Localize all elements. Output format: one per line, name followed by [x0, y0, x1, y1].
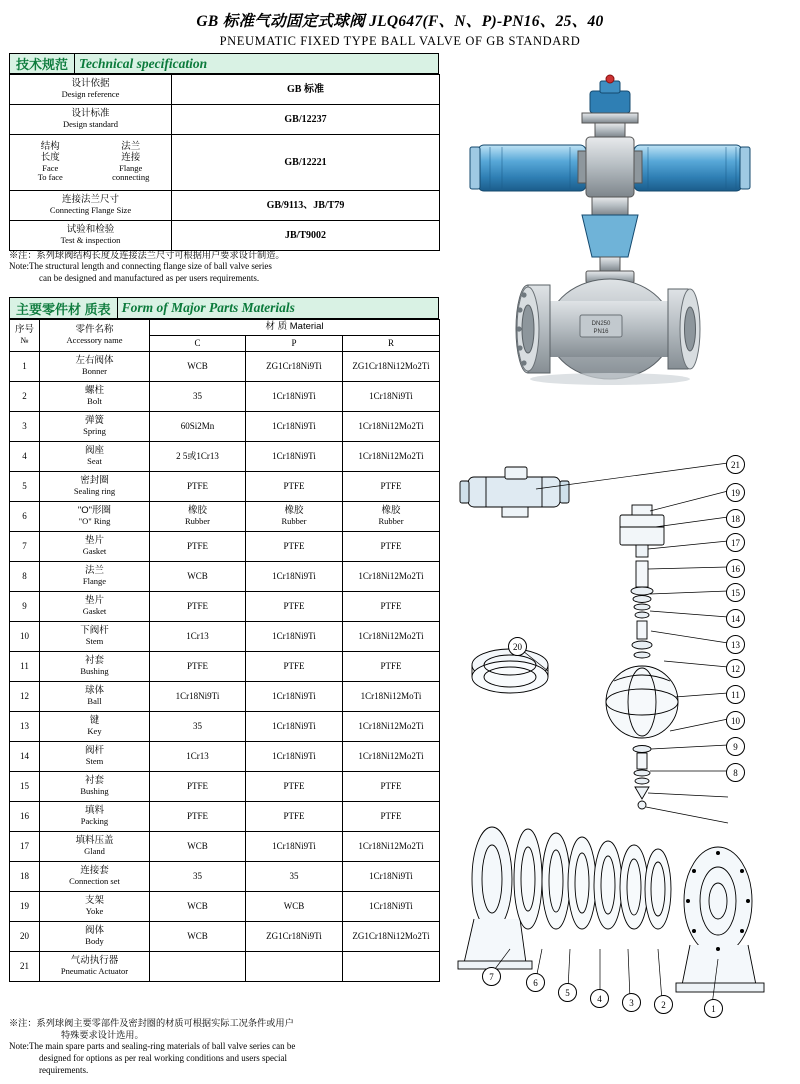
part-number-cell: 8 [10, 562, 40, 592]
spec-label-en: Test & inspection [60, 235, 121, 246]
col-header-material: 材 质 Material [150, 320, 440, 336]
callout-19: 19 [726, 483, 745, 502]
material-r-cell: 1Cr18Ni12Mo2Ti [343, 622, 440, 652]
callout-9: 9 [726, 737, 745, 756]
table-row [10, 622, 440, 652]
note-en-line2: can be designed and manufactured as per users requirements. [39, 273, 260, 284]
spec-value-cell: GB/12237 [172, 105, 440, 135]
material-p-cell: PTFE [246, 532, 343, 562]
table-row [10, 952, 440, 982]
part-name-en: Bushing [80, 786, 109, 797]
table-row [10, 742, 440, 772]
part-number-cell: 17 [10, 832, 40, 862]
table-row [10, 802, 440, 832]
callout-17: 17 [726, 533, 745, 552]
spec-value-cell: GB 标准 [172, 75, 440, 105]
part-name-cn: 衬套 [84, 655, 104, 667]
material-p-cell: 1Cr18Ni9Ti [246, 382, 343, 412]
material-r-cell: 1Cr18Ni9Ti [343, 892, 440, 922]
material-p-cell [246, 502, 343, 532]
callout-3: 3 [622, 993, 641, 1012]
part-name-cn: 密封圈 [80, 475, 109, 487]
tech-spec-title-en: Technical specification [79, 55, 208, 71]
tech-spec-title-cn: 技术规范 [16, 57, 69, 72]
table-header-row [10, 320, 440, 336]
material-c-cell: 60Si2Mn [150, 412, 246, 442]
part-name-en: Key [87, 726, 102, 737]
material-c-cell: PTFE [150, 772, 246, 802]
part-name-cell [40, 352, 150, 382]
spec-label-cell [10, 191, 172, 221]
part-name-cell [40, 592, 150, 622]
table-row [10, 502, 440, 532]
exploded-assembly-diagram [450, 449, 795, 1019]
part-name-cn: 支架 [84, 895, 104, 907]
material-r-cell: 1Cr18Ni12Mo2Ti [343, 412, 440, 442]
part-name-en: Bolt [87, 396, 102, 407]
note2-cn-line2: 特殊要求设计选用。 [61, 1030, 144, 1041]
part-number-cell: 4 [10, 442, 40, 472]
part-name-en: Pneumatic Actuator [60, 966, 129, 977]
material-r-cell: 1Cr18Ni9Ti [343, 862, 440, 892]
table-row [10, 105, 440, 135]
major-parts-materials-table [9, 319, 440, 982]
callout-20: 20 [508, 637, 527, 656]
page-title: GB 标准气动固定式球阀 JLQ647(F、N、P)-PN16、25、40 [196, 13, 604, 30]
spec-label-cn: 设计依据 [71, 78, 110, 90]
materials-title-cn: 主要零件材 质表 [16, 301, 111, 317]
valve-photo-svg [450, 67, 795, 387]
spec-label-en: Connecting Flange Size [49, 205, 132, 216]
part-number-cell: 14 [10, 742, 40, 772]
material-r-cell: PTFE [343, 802, 440, 832]
table-row [10, 862, 440, 892]
table-row [10, 412, 440, 442]
material-r-cell: PTFE [343, 472, 440, 502]
callout-6: 6 [526, 973, 545, 992]
material-p-cell: PTFE [246, 472, 343, 502]
part-name-en: Sealing ring [73, 486, 116, 497]
material-r-cell: PTFE [343, 592, 440, 622]
spec-label-cn-3: 法兰 [121, 141, 141, 153]
part-number-cell: 6 [10, 502, 40, 532]
part-name-cn: 阀座 [84, 445, 104, 457]
material-cn: 橡胶 [381, 505, 401, 517]
material-p-cell: 1Cr18Ni9Ti [246, 742, 343, 772]
part-name-cn: 左右阀体 [75, 355, 114, 367]
part-number-cell: 5 [10, 472, 40, 502]
part-name-cn: 键 [89, 715, 100, 727]
material-c-cell: 2 5或1Cr13 [150, 442, 246, 472]
spec-label-en-1: Face [42, 162, 59, 173]
note-en-line1: Note:The structural length and connecting flange size of ball valve series [9, 261, 272, 272]
part-name-cell [40, 922, 150, 952]
part-name-cn: 衬套 [84, 775, 104, 787]
part-number-cell: 10 [10, 622, 40, 652]
part-name-en: Stem [85, 636, 104, 647]
callout-7: 7 [482, 967, 501, 986]
part-name-cell [40, 502, 150, 532]
material-p-cell: 1Cr18Ni9Ti [246, 442, 343, 472]
col-header-name-en: Accessory name [66, 335, 123, 346]
spec-label-cell [10, 221, 172, 251]
material-r-cell: 1Cr18Ni9Ti [343, 382, 440, 412]
material-p-cell: ZG1Cr18Ni9Ti [246, 352, 343, 382]
part-name-en: Bonner [81, 366, 108, 377]
material-p-cell: 1Cr18Ni9Ti [246, 562, 343, 592]
material-r-cell [343, 952, 440, 982]
table-row [10, 382, 440, 412]
material-c-cell: WCB [150, 922, 246, 952]
part-number-cell: 13 [10, 712, 40, 742]
part-name-cn: 下阀杆 [80, 625, 109, 637]
part-name-cn: 法兰 [84, 565, 104, 577]
part-name-cn: 螺柱 [84, 385, 104, 397]
part-name-cell [40, 652, 150, 682]
table-row [10, 712, 440, 742]
callout-10: 10 [726, 711, 745, 730]
part-number-cell: 9 [10, 592, 40, 622]
material-c-cell: 1Cr13 [150, 622, 246, 652]
material-c-cell: WCB [150, 832, 246, 862]
callout-13: 13 [726, 635, 745, 654]
material-r-cell: 1Cr18Ni12Mo2Ti [343, 442, 440, 472]
part-name-cn: 填料压盖 [75, 835, 114, 847]
material-p-cell: WCB [246, 892, 343, 922]
part-name-cn: "O"形圈 [77, 505, 112, 517]
col-header-no [10, 320, 40, 352]
part-name-en: Yoke [85, 906, 104, 917]
table-row [10, 562, 440, 592]
material-en: Rubber [378, 516, 404, 527]
col-header-p: P [246, 336, 343, 352]
material-r-cell: 1Cr18Ni12Mo2Ti [343, 832, 440, 862]
material-en: Rubber [281, 516, 307, 527]
table-row [10, 592, 440, 622]
part-number-cell: 7 [10, 532, 40, 562]
material-p-cell: PTFE [246, 592, 343, 622]
spec-label-en: Design standard [62, 119, 118, 130]
technical-specification-table [9, 74, 440, 251]
valve-photo [450, 67, 795, 387]
part-name-cell [40, 442, 150, 472]
spec-value-cell: GB/12221 [172, 135, 440, 191]
part-name-en: Seat [87, 456, 102, 467]
material-r-cell: 1Cr18Ni12Mo2Ti [343, 562, 440, 592]
materials-section-header [9, 297, 439, 319]
exploded-assembly-svg [450, 449, 795, 1019]
part-name-cn: 填料 [84, 805, 104, 817]
part-number-cell: 2 [10, 382, 40, 412]
material-c-cell: PTFE [150, 592, 246, 622]
part-number-cell: 20 [10, 922, 40, 952]
spec-value-cell: JB/T9002 [172, 221, 440, 251]
spec-label-en: Design reference [61, 89, 120, 100]
part-name-en: Connection set [69, 876, 120, 887]
part-name-cn: 气动执行器 [70, 955, 119, 967]
table-row [10, 352, 440, 382]
material-r-cell: ZG1Cr18Ni12Mo2Ti [343, 922, 440, 952]
part-number-cell: 16 [10, 802, 40, 832]
table-row [10, 652, 440, 682]
material-p-cell: 35 [246, 862, 343, 892]
part-number-cell: 3 [10, 412, 40, 442]
part-name-cell [40, 472, 150, 502]
part-name-en: Spring [83, 426, 106, 437]
material-p-cell [246, 952, 343, 982]
spec-label-en-4: connecting [112, 172, 150, 183]
material-p-cell: PTFE [246, 772, 343, 802]
material-cn: 橡胶 [284, 505, 304, 517]
spec-label-en-2: To face [37, 172, 63, 183]
callout-1: 1 [704, 999, 723, 1018]
callout-11: 11 [726, 685, 745, 704]
material-c-cell: 35 [150, 382, 246, 412]
part-name-cn: 垫片 [84, 595, 104, 607]
table-row [10, 221, 440, 251]
material-p-cell: 1Cr18Ni9Ti [246, 412, 343, 442]
part-name-cell [40, 412, 150, 442]
part-name-cn: 垫片 [84, 535, 104, 547]
part-name-en: Ball [87, 696, 102, 707]
col-header-name [40, 320, 150, 352]
note-cn: ※注：系列球阀结构长度及连接法兰尺寸可根据用户要求设计制造。 [9, 250, 285, 260]
material-c-cell [150, 502, 246, 532]
table-row [10, 892, 440, 922]
material-p-cell: 1Cr18Ni9Ti [246, 712, 343, 742]
part-name-cn: 连接套 [80, 865, 109, 877]
table-row [10, 682, 440, 712]
part-name-en: Gland [84, 846, 105, 857]
col-header-c: C [150, 336, 246, 352]
part-name-en: Bushing [80, 666, 109, 677]
part-number-cell: 21 [10, 952, 40, 982]
part-name-en: Gasket [82, 546, 107, 557]
part-name-cell [40, 742, 150, 772]
material-c-cell: PTFE [150, 802, 246, 832]
part-name-cell [40, 862, 150, 892]
part-number-cell: 12 [10, 682, 40, 712]
material-r-cell [343, 502, 440, 532]
material-r-cell: ZG1Cr18Ni12Mo2Ti [343, 352, 440, 382]
table-row [10, 472, 440, 502]
table-row [10, 832, 440, 862]
part-name-cell [40, 382, 150, 412]
col-header-r: R [343, 336, 440, 352]
part-name-en: Flange [82, 576, 107, 587]
nameplate-text-1: DN250 [591, 321, 611, 327]
material-c-cell: PTFE [150, 532, 246, 562]
materials-note [9, 1017, 439, 1077]
part-name-cell [40, 832, 150, 862]
note2-en-line2: designed for options as per real working conditions and users special [39, 1053, 287, 1064]
spec-label-cell [10, 105, 172, 135]
material-c-cell: 35 [150, 712, 246, 742]
material-c-cell: WCB [150, 352, 246, 382]
part-name-en: Packing [80, 816, 109, 827]
spec-label-cn: 连接法兰尺寸 [61, 194, 119, 206]
material-p-cell: PTFE [246, 802, 343, 832]
spec-label-cn: 试验和检验 [66, 224, 115, 236]
callout-16: 16 [726, 559, 745, 578]
note2-en-line3: requirements. [39, 1065, 89, 1076]
note2-cn-line1: ※注：系列球阀主要零部件及密封圈的材质可根据实际工况条件或用户 [9, 1018, 294, 1028]
part-number-cell: 19 [10, 892, 40, 922]
material-c-cell: 1Cr13 [150, 742, 246, 772]
material-r-cell: PTFE [343, 772, 440, 802]
page-subtitle: PNEUMATIC FIXED TYPE BALL VALVE OF GB STANDARD [219, 34, 581, 48]
spec-label-cn: 设计标准 [71, 108, 110, 120]
part-name-cell [40, 802, 150, 832]
table-row [10, 772, 440, 802]
technical-specification-note [9, 249, 439, 285]
part-name-cell [40, 952, 150, 982]
table-row [10, 532, 440, 562]
material-cn: 橡胶 [187, 505, 207, 517]
material-p-cell: 1Cr18Ni9Ti [246, 622, 343, 652]
callout-18: 18 [726, 509, 745, 528]
callout-5: 5 [558, 983, 577, 1002]
spec-label-cell-face-to-face [10, 135, 172, 191]
table-row [10, 442, 440, 472]
col-header-name-cn: 零件名称 [75, 324, 114, 336]
part-name-cn: 阀体 [84, 925, 104, 937]
callout-2: 2 [654, 995, 673, 1014]
material-p-cell: 1Cr18Ni9Ti [246, 832, 343, 862]
material-p-cell: PTFE [246, 652, 343, 682]
material-c-cell: WCB [150, 892, 246, 922]
callout-21: 21 [726, 455, 745, 474]
material-c-cell: 35 [150, 862, 246, 892]
table-row [10, 191, 440, 221]
material-r-cell: 1Cr18Ni12Mo2Ti [343, 712, 440, 742]
spec-label-cn-2: 长度 [40, 151, 60, 163]
material-c-cell: PTFE [150, 652, 246, 682]
table-row [10, 135, 440, 191]
nameplate-text-2: PN16 [593, 329, 609, 335]
part-name-cell [40, 532, 150, 562]
material-c-cell: 1Cr18Ni9Ti [150, 682, 246, 712]
material-r-cell: 1Cr18Ni12Mo2Ti [343, 742, 440, 772]
callout-14: 14 [726, 609, 745, 628]
part-number-cell: 1 [10, 352, 40, 382]
material-c-cell: PTFE [150, 472, 246, 502]
part-name-en: "O" Ring [78, 516, 111, 527]
material-p-cell: 1Cr18Ni9Ti [246, 682, 343, 712]
technical-specification-header [9, 53, 439, 74]
part-name-cell [40, 682, 150, 712]
material-c-cell [150, 952, 246, 982]
spec-value-cell: GB/9113、JB/T79 [172, 191, 440, 221]
material-r-cell: PTFE [343, 532, 440, 562]
material-r-cell: PTFE [343, 652, 440, 682]
material-r-cell: 1Cr18Ni12MoTi [343, 682, 440, 712]
material-c-cell: WCB [150, 562, 246, 592]
part-name-en: Gasket [82, 606, 107, 617]
callout-12: 12 [726, 659, 745, 678]
part-name-cell [40, 712, 150, 742]
spec-label-cn-1: 结构 [40, 141, 60, 153]
part-name-cn: 阀杆 [84, 745, 104, 757]
part-name-en: Stem [85, 756, 104, 767]
part-name-cell [40, 892, 150, 922]
part-name-cell [40, 622, 150, 652]
note2-en-line1: Note:The main spare parts and sealing-ring materials of ball valve series can be [9, 1041, 296, 1052]
part-number-cell: 18 [10, 862, 40, 892]
callout-4: 4 [590, 989, 609, 1008]
spec-label-cell [10, 75, 172, 105]
table-row [10, 75, 440, 105]
materials-title-en: Form of Major Parts Materials [121, 300, 295, 315]
spec-label-cn-4: 连接 [121, 151, 141, 163]
material-p-cell: ZG1Cr18Ni9Ti [246, 922, 343, 952]
col-header-no-cn: 序号 [14, 324, 34, 336]
col-header-no-en: № [20, 335, 29, 346]
part-name-cell [40, 562, 150, 592]
part-name-cell [40, 772, 150, 802]
table-row [10, 922, 440, 952]
part-number-cell: 15 [10, 772, 40, 802]
callout-8: 8 [726, 763, 745, 782]
part-name-en: Body [85, 936, 104, 947]
document-page [0, 9, 800, 1084]
spec-label-en-3: Flange [119, 162, 143, 173]
callout-15: 15 [726, 583, 745, 602]
part-name-cn: 弹簧 [84, 415, 104, 427]
part-name-cn: 球体 [84, 685, 104, 697]
material-en: Rubber [184, 516, 211, 527]
part-number-cell: 11 [10, 652, 40, 682]
